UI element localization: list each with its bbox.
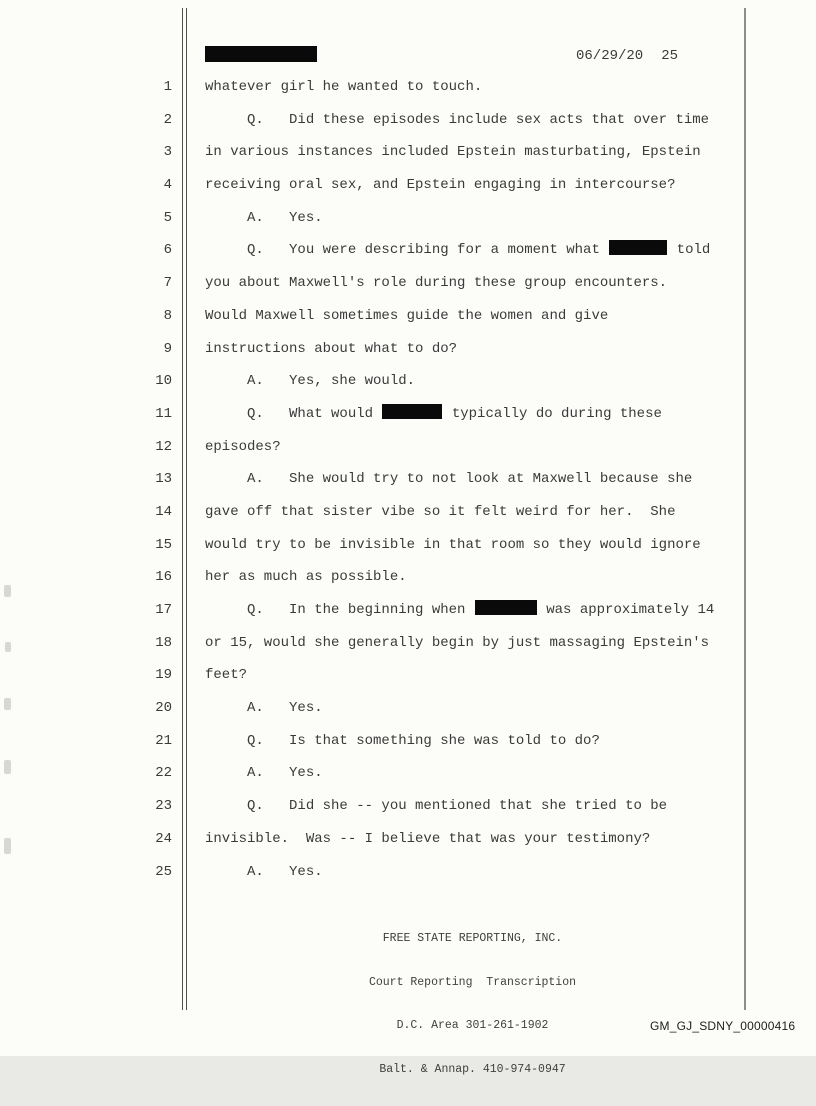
text-segment: was approximately 14 bbox=[537, 602, 715, 618]
line-number: 2 bbox=[163, 111, 172, 128]
line-text bbox=[172, 863, 323, 881]
line-number: 17 bbox=[155, 602, 172, 618]
text-segment: Q. In the beginning when bbox=[205, 602, 474, 618]
line-number: 19 bbox=[155, 667, 172, 684]
line-text bbox=[172, 503, 675, 521]
line-number: 14 bbox=[155, 503, 172, 520]
text-segment: episodes? bbox=[205, 438, 281, 455]
transcript-line bbox=[138, 568, 714, 601]
text-segment: feet? bbox=[205, 667, 248, 684]
line-text bbox=[172, 143, 701, 161]
reporter-footer bbox=[205, 903, 740, 1106]
line-number: 24 bbox=[155, 830, 172, 847]
line-text bbox=[172, 732, 600, 750]
line-number: 22 bbox=[155, 765, 172, 782]
footer-line: Court Reporting Transcription bbox=[368, 975, 577, 989]
transcript-line bbox=[138, 470, 714, 503]
line-text bbox=[172, 438, 281, 456]
text-segment: Would Maxwell sometimes guide the women and give bbox=[205, 307, 609, 324]
text-segment: Q. You were describing for a moment what bbox=[205, 242, 609, 259]
scan-artifact bbox=[5, 642, 11, 652]
bates-number: GM_GJ_SDNY_00000416 bbox=[650, 1019, 796, 1033]
redaction-bar bbox=[475, 600, 537, 615]
transcript-line bbox=[138, 241, 714, 274]
line-number: 9 bbox=[163, 340, 172, 357]
line-text bbox=[172, 601, 714, 619]
line-number: 1 bbox=[163, 79, 172, 95]
line-number: 6 bbox=[163, 242, 172, 259]
scan-artifact bbox=[4, 585, 11, 597]
text-segment: A. Yes, she would. bbox=[205, 373, 416, 390]
line-number: 8 bbox=[163, 307, 172, 324]
line-text bbox=[172, 111, 709, 129]
line-text bbox=[172, 176, 675, 194]
line-number: 23 bbox=[155, 798, 172, 815]
transcript-line bbox=[138, 503, 714, 536]
line-number: 12 bbox=[155, 438, 172, 455]
text-segment: you about Maxwell's role during these group encounters. bbox=[205, 275, 668, 292]
line-text bbox=[172, 405, 662, 423]
text-segment: invisible. Was -- I believe that was your testimony? bbox=[205, 830, 651, 847]
transcript-line bbox=[138, 863, 714, 896]
text-segment: instructions about what to do? bbox=[205, 340, 458, 357]
transcript-line bbox=[138, 699, 714, 732]
line-text bbox=[172, 797, 667, 815]
text-segment: Q. Did these episodes include sex acts that over time bbox=[205, 111, 710, 128]
transcript-line bbox=[138, 78, 714, 111]
line-text bbox=[172, 241, 710, 259]
text-segment: her as much as possible. bbox=[205, 569, 407, 586]
line-number: 3 bbox=[163, 144, 172, 161]
transcript-line bbox=[138, 176, 714, 209]
text-segment: or 15, would she generally begin by just massaging Epstein's bbox=[205, 634, 710, 651]
text-segment: would try to be invisible in that room so they would ignore bbox=[205, 536, 701, 553]
redaction-bar bbox=[609, 240, 667, 255]
text-segment: whatever girl he wanted to touch. bbox=[205, 79, 483, 95]
right-rule bbox=[744, 8, 746, 1010]
transcript-line bbox=[138, 307, 714, 340]
text-segment: Q. Did she -- you mentioned that she tried to be bbox=[205, 798, 668, 815]
redaction-bar bbox=[382, 404, 442, 419]
transcript-line bbox=[138, 764, 714, 797]
text-segment: A. Yes. bbox=[205, 765, 323, 782]
scan-artifact bbox=[4, 760, 11, 774]
line-text bbox=[172, 764, 323, 782]
line-number: 21 bbox=[155, 732, 172, 749]
line-number: 5 bbox=[163, 209, 172, 226]
text-segment: gave off that sister vibe so it felt weird for her. She bbox=[205, 503, 676, 520]
scan-artifact bbox=[4, 698, 11, 710]
transcript-line bbox=[138, 274, 714, 307]
footer-line: Balt. & Annap. 410-974-0947 bbox=[379, 1062, 566, 1076]
transcript-line bbox=[138, 830, 714, 863]
transcript-line bbox=[138, 143, 714, 176]
line-number: 4 bbox=[163, 177, 172, 194]
line-number: 11 bbox=[155, 405, 172, 422]
transcript-line bbox=[138, 634, 714, 667]
transcript-line bbox=[138, 601, 714, 634]
page-number: 25 bbox=[661, 48, 679, 64]
line-text bbox=[172, 209, 323, 227]
line-text bbox=[172, 470, 692, 488]
line-text bbox=[172, 666, 247, 684]
footer-line: D.C. Area 301-261-1902 bbox=[396, 1019, 549, 1032]
transcript-line bbox=[138, 372, 714, 405]
footer-line: FREE STATE REPORTING, INC. bbox=[382, 932, 563, 945]
text-segment: in various instances included Epstein masturbating, Epstein bbox=[205, 144, 701, 161]
line-text bbox=[172, 830, 650, 848]
text-segment: Q. Is that something she was told to do? bbox=[205, 732, 600, 749]
transcript-line bbox=[138, 536, 714, 569]
transcript-line bbox=[138, 209, 714, 242]
transcript-line bbox=[138, 797, 714, 830]
line-text bbox=[172, 536, 701, 554]
header-redaction-bar bbox=[205, 46, 317, 62]
line-number: 20 bbox=[155, 700, 172, 717]
line-number: 18 bbox=[155, 634, 172, 651]
text-segment: Q. What would bbox=[205, 405, 382, 422]
line-number: 13 bbox=[155, 471, 172, 488]
line-text bbox=[172, 307, 608, 325]
line-number: 15 bbox=[155, 536, 172, 553]
transcript-line bbox=[138, 438, 714, 471]
text-segment: A. Yes. bbox=[205, 209, 323, 226]
line-text bbox=[172, 699, 323, 717]
line-text bbox=[172, 78, 482, 96]
line-text bbox=[172, 634, 709, 652]
text-segment: A. She would try to not look at Maxwell because she bbox=[205, 471, 693, 488]
transcript-body bbox=[138, 78, 714, 895]
text-segment: receiving oral sex, and Epstein engaging in intercourse? bbox=[205, 177, 676, 194]
line-number: 7 bbox=[163, 275, 172, 292]
text-segment: A. Yes. bbox=[205, 700, 323, 717]
transcript-line bbox=[138, 732, 714, 765]
line-text bbox=[172, 340, 457, 358]
transcript-line bbox=[138, 111, 714, 144]
text-segment: told bbox=[668, 242, 711, 259]
text-segment: typically do during these bbox=[443, 405, 662, 422]
header-date bbox=[576, 48, 678, 64]
text-segment: A. Yes. bbox=[205, 863, 323, 880]
transcript-line bbox=[138, 405, 714, 438]
line-text bbox=[172, 274, 667, 292]
date-text: 06/29/20 bbox=[576, 48, 644, 64]
transcript-line bbox=[138, 666, 714, 699]
line-text bbox=[172, 568, 407, 586]
transcript-line bbox=[138, 340, 714, 373]
line-number: 25 bbox=[155, 863, 172, 880]
line-number: 16 bbox=[155, 569, 172, 586]
line-number: 10 bbox=[155, 373, 172, 390]
line-text bbox=[172, 372, 415, 390]
scan-artifact bbox=[4, 838, 11, 854]
